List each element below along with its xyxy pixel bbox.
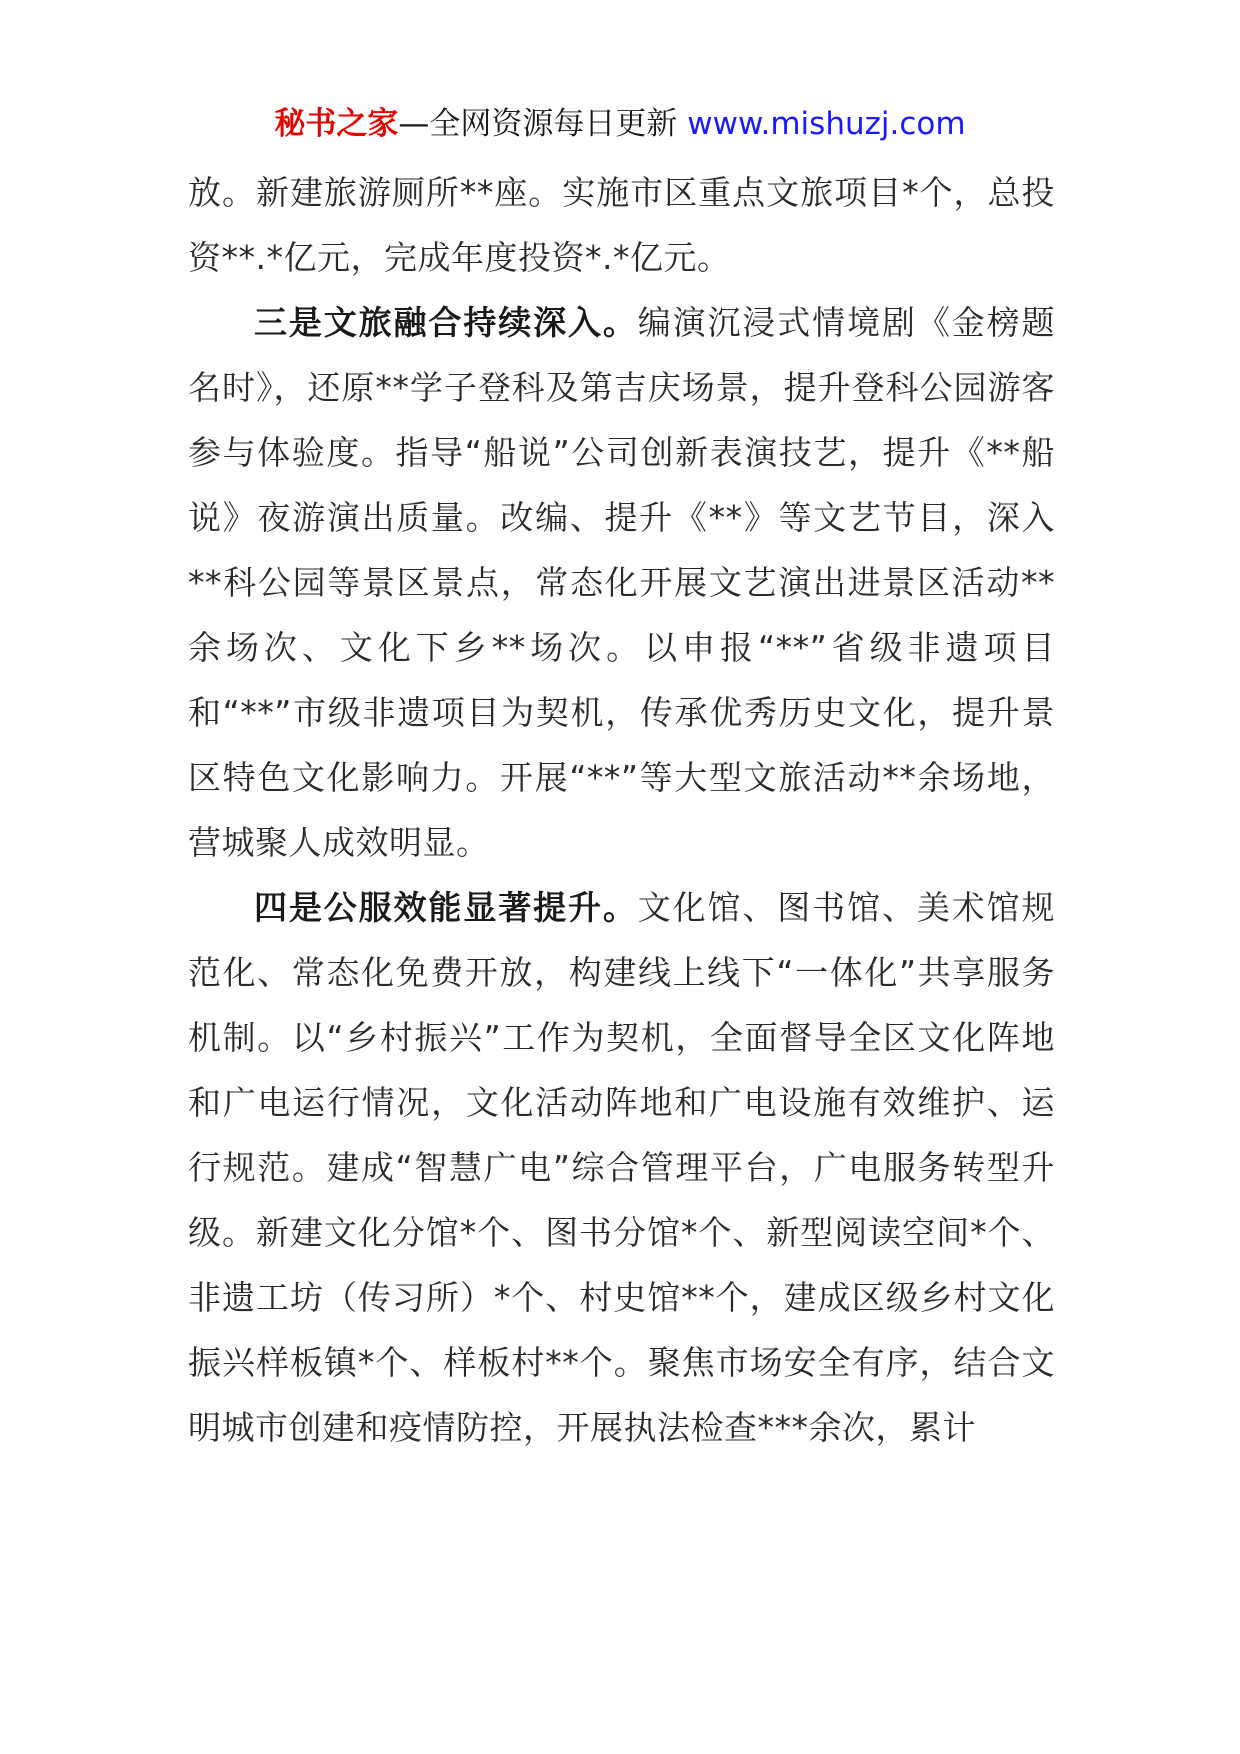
paragraph-text: 编演沉浸式情境剧《金榜题名时》，还原**学子登科及第吉庆场景，提升登科公园游客参与体验度。指导“船说”公司创新表演技艺，提升《**船说》夜游演出质量。改编、提升《**》等文艺节目，深入**科公园等景区景点，常态化开展文艺演出进景区活动**余场次、文化下乡**场次。以申报“**”省级非遗项目和“**”市级非遗项目为契机，传承优秀历史文化，提升景区特色文化影响力。开展“**”等大型文旅活动**余场地，营城聚人成效明显。 <box>188 303 1056 862</box>
brand-name: 秘书之家 <box>274 106 399 142</box>
paragraph-continuation <box>188 160 1055 290</box>
paragraph-lead: 四是公服效能显著提升。 <box>254 888 638 927</box>
paragraph-text: 文化馆、图书馆、美术馆规范化、常态化免费开放，构建线上线下“一体化”共享服务机制。以“乡村振兴”工作为契机，全面督导全区文化阵地和广电运行情况，文化活动阵地和广电设施有效维护、运行规范。建成“智慧广电”综合管理平台，广电服务转型升级。新建文化分馆*个、图书分馆*个、新型阅读空间*个、非遗工坊（传习所）*个、村史馆**个，建成区级乡村文化振兴样板镇*个、样板村**个。聚焦市场安全有序，结合文明城市创建和疫情防控，开展执法检查***余次，累计 <box>188 888 1056 1447</box>
paragraph-lead: 三是文旅融合持续深入。 <box>254 303 638 342</box>
header-tagline: —全网资源每日更新 <box>398 106 678 142</box>
document-body <box>188 160 1055 1460</box>
site-header <box>0 100 1240 148</box>
site-url-link[interactable]: www.mishuzj.com <box>687 106 966 142</box>
paragraph-cultural-tourism-integration <box>188 290 1055 875</box>
paragraph-public-service-efficiency <box>188 875 1055 1460</box>
paragraph-text: 放。新建旅游厕所**座。实施市区重点文旅项目*个，总投资**.*亿元，完成年度投资*.*亿元。 <box>188 173 1055 277</box>
